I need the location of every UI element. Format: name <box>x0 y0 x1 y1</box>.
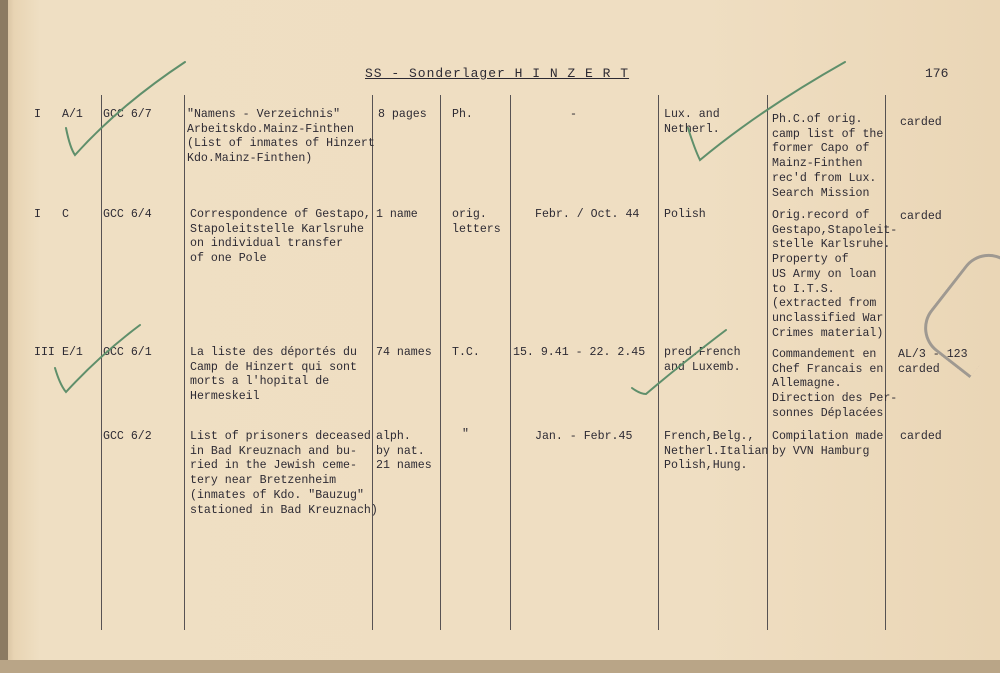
entry-reference: GCC 6/4 <box>103 208 152 221</box>
entry-format: orig. letters <box>452 208 501 236</box>
column-divider <box>767 95 768 630</box>
page-number: 176 <box>925 66 949 81</box>
column-divider <box>101 95 102 630</box>
entry-source: Compilation made by VVN Hamburg <box>772 430 884 458</box>
column-divider <box>658 95 659 630</box>
entry-description: "Namens - Verzeichnis" Arbeitskdo.Mainz-Finthen (List of inmates of Hinzert Kdo.Mainz-Finthen) <box>187 108 375 166</box>
entry-reference: GCC 6/1 <box>103 346 152 359</box>
entry-class: I <box>34 108 41 121</box>
entry-period: Jan. - Febr.45 <box>535 430 633 443</box>
entry-period: - <box>570 108 577 121</box>
entry-subclass: C <box>62 208 69 221</box>
column-divider <box>510 95 511 630</box>
entry-description: Correspondence of Gestapo, Stapoleitstelle Karlsruhe on individual transfer of one Pole <box>190 208 371 266</box>
entry-extent: 1 name <box>376 208 418 221</box>
entry-source: Commandement en Chef Francais en Allemagne. Direction des Per- sonnes Déplacées <box>772 348 898 420</box>
entry-format: " <box>462 428 469 441</box>
entry-status: AL/3 - 123 carded <box>898 348 968 376</box>
book-binding-edge <box>0 0 8 673</box>
entry-period: Febr. / Oct. 44 <box>535 208 640 221</box>
entry-class: III <box>34 346 55 359</box>
entry-extent: 8 pages <box>378 108 427 121</box>
entry-source: Ph.C.of orig. camp list of the former Capo of Mainz-Finthen rec'd from Lux. Search Mission <box>772 113 884 200</box>
entry-class: I <box>34 208 41 221</box>
page-bottom-edge <box>0 660 1000 673</box>
column-divider <box>184 95 185 630</box>
entry-reference: GCC 6/7 <box>103 108 152 121</box>
entry-status: carded <box>900 116 942 129</box>
entry-source: Orig.record of Gestapo,Stapoleit- stelle Karlsruhe. Property of US Army on loan to I.T.S. (extracted from unclassified War Crimes material) <box>772 209 898 340</box>
entry-format: T.C. <box>452 346 480 359</box>
entry-status: carded <box>900 430 942 443</box>
entry-nationality: pred.French and Luxemb. <box>664 346 741 374</box>
entry-extent: 74 names <box>376 346 432 359</box>
entry-subclass: A/1 <box>62 108 83 121</box>
entry-extent: alph. by nat. 21 names <box>376 430 432 473</box>
entry-reference: GCC 6/2 <box>103 430 152 443</box>
column-divider <box>372 95 373 630</box>
entry-status: carded <box>900 210 942 223</box>
page-title: SS - Sonderlager H I N Z E R T <box>365 66 630 81</box>
entry-format: Ph. <box>452 108 473 121</box>
entry-nationality: Polish <box>664 208 706 221</box>
entry-period: 15. 9.41 - 22. 2.45 <box>513 346 646 359</box>
entry-nationality: French,Belg., Netherl.Italian Polish,Hung. <box>664 430 769 473</box>
column-divider <box>440 95 441 630</box>
entry-subclass: E/1 <box>62 346 83 359</box>
entry-nationality: Lux. and Netherl. <box>664 108 720 136</box>
entry-description: List of prisoners deceased in Bad Kreuznach and bu- ried in the Jewish ceme- tery near Bretzenheim (inmates of Kdo. "Bauzug" stationed in Bad Kreuznach) <box>190 430 378 517</box>
entry-description: La liste des déportés du Camp de Hinzert qui sont morts a l'hopital de Hermeskeil <box>190 346 357 404</box>
